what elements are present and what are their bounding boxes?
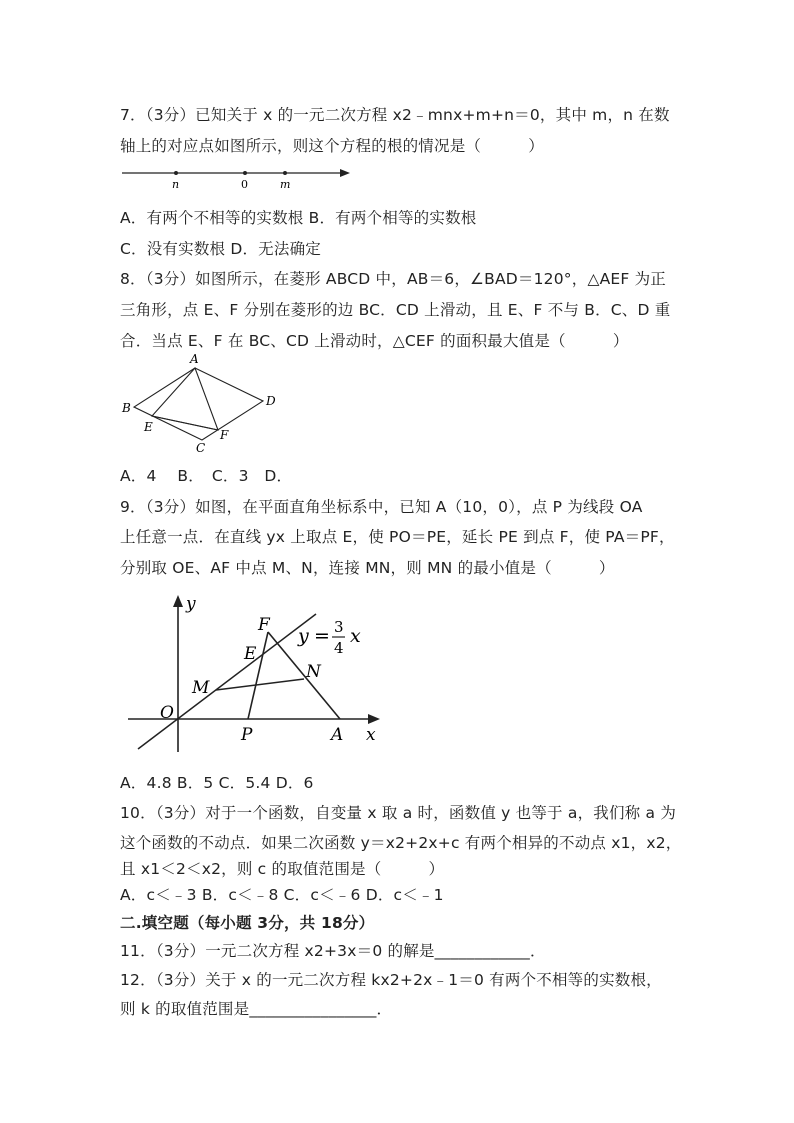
equation-y: y [298, 625, 309, 647]
point-m [283, 171, 287, 175]
label-m: m [280, 178, 291, 191]
label-C: C [196, 441, 206, 455]
q9-text-line1: 9．（3分）如图，在平面直角坐标系中，已知 A（10，0），点 P 为线段 OA [120, 498, 643, 516]
q9-text-line3: 分别取 OE、AF 中点 M、N，连接 MN，则 MN 的最小值是（ ） [120, 559, 615, 577]
q10-options: A．c＜﹣3 B．c＜﹣8 C．c＜﹣6 D．c＜﹣1 [120, 886, 444, 904]
y-axis-arrow [173, 595, 183, 607]
equation-denominator: 4 [334, 639, 344, 657]
label-n: n [172, 178, 180, 191]
label-F: F [258, 615, 270, 635]
label-A: A [331, 725, 344, 745]
q7-options-ab: A．有两个不相等的实数根 B．有两个相等的实数根 [120, 209, 477, 227]
q8-text-line1: 8．（3分）如图所示，在菱形 ABCD 中，AB＝6，∠BAD＝120°，△AEF 为正 [120, 270, 667, 288]
q10-text-line1: 10．（3分）对于一个函数，自变量 x 取 a 时，函数值 y 也等于 a，我们称 a 为 [120, 804, 677, 822]
point-n [174, 171, 178, 175]
label-E: E [244, 644, 257, 664]
label-x-axis: x [366, 725, 376, 745]
equation-numerator: 3 [334, 618, 344, 636]
x-axis-arrow [368, 714, 380, 724]
q8-text-line2: 三角形，点 E、F 分别在菱形的边 BC．CD 上滑动，且 E、F 不与 B．C、D 重 [120, 301, 671, 319]
q12-text-line1: 12．（3分）关于 x 的一元二次方程 kx2+2x﹣1＝0 有两个不相等的实数根， [120, 971, 662, 989]
label-zero: 0 [241, 178, 248, 191]
segment-ef [152, 416, 218, 430]
q8-text-line3: 合．当点 E、F 在 BC、CD 上滑动时，△CEF 的面积最大值是（ ） [120, 332, 629, 350]
q9-coordinate-figure [118, 587, 388, 761]
point-zero [243, 171, 247, 175]
q9-text-line2: 上任意一点．在直线 yx 上取点 E，使 PO＝PE，延长 PE 到点 F，使 PA＝PF， [120, 528, 675, 546]
section-title: 二.填空题（每小题 3分，共 18分） [120, 914, 375, 932]
label-D: D [266, 394, 276, 408]
q7-number-line-figure [118, 164, 358, 198]
label-A: A [190, 352, 199, 366]
label-N: N [306, 662, 321, 682]
q8-options: A．4 B． C．3 D． [120, 467, 293, 485]
equation-x: x [350, 625, 361, 647]
q7-options-cd: C．没有实数根 D．无法确定 [120, 240, 321, 258]
label-P: P [241, 725, 253, 745]
label-F: F [220, 428, 229, 442]
q7-text-line1: 7．（3分）已知关于 x 的一元二次方程 x2﹣mnx+m+n＝0，其中 m，n 在数 [120, 106, 670, 124]
equation-equals: = [314, 625, 330, 647]
label-O: O [160, 703, 174, 723]
label-M: M [192, 678, 210, 698]
number-line-arrow [340, 169, 350, 177]
q10-text-line2: 这个函数的不动点．如果二次函数 y＝x2+2x+c 有两个相异的不动点 x1，x2， [120, 834, 682, 852]
q10-text-line3: 且 x1＜2＜x2，则 c 的取值范围是（ ） [120, 860, 445, 878]
q8-rhombus-figure [118, 350, 288, 459]
label-E: E [144, 420, 153, 434]
q7-text-line2: 轴上的对应点如图所示，则这个方程的根的情况是（ ） [120, 137, 544, 155]
q11-text-line1: 11．（3分）一元二次方程 x2+3x＝0 的解是____________． [120, 942, 546, 960]
label-y-axis: y [186, 594, 196, 614]
q9-options: A．4.8 B．5 C．5.4 D．6 [120, 774, 314, 792]
q12-text-line2: 则 k 的取值范围是________________． [120, 1000, 393, 1018]
label-B: B [122, 401, 131, 415]
